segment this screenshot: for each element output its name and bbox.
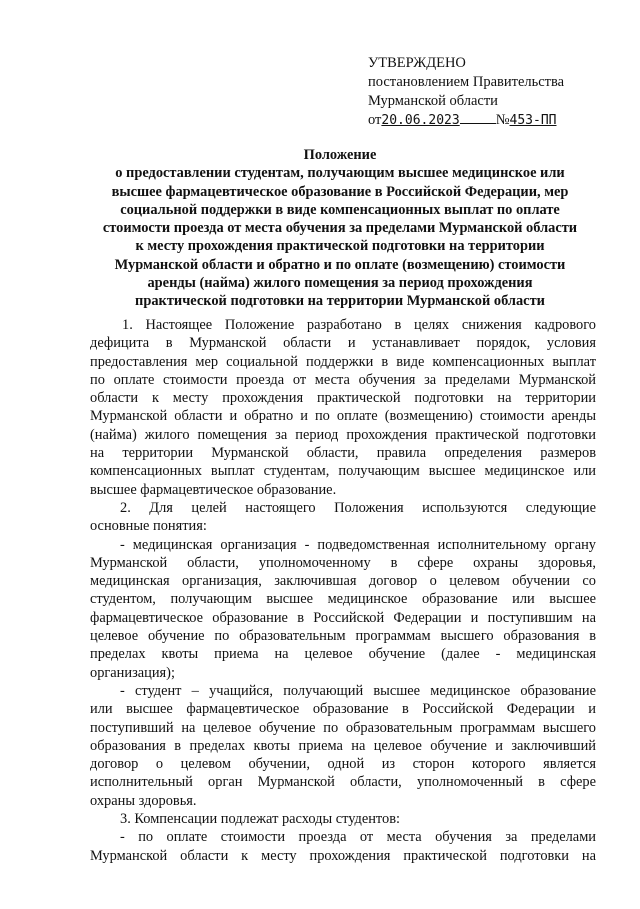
body-line: договор о целевом обучении, одной из сторон которого является xyxy=(90,756,596,773)
body-line: высшее фармацевтическое образование. xyxy=(90,481,337,498)
title-line: Мурманской области и обратно и по оплате (возмещению) стоимости xyxy=(114,256,566,273)
body-line: Мурманской области, уполномоченному в сфере охраны здоровья, xyxy=(90,554,596,571)
body-line: или высшее фармацевтическое образование в Российской Федерации и xyxy=(90,701,596,718)
date-prefix: от xyxy=(368,112,382,128)
title-line: социальной поддержки в виде компенсационных выплат по оплате xyxy=(120,201,560,218)
document-title xyxy=(80,146,600,311)
body-line: охраны здоровья. xyxy=(90,792,197,809)
approval-title: УТВЕРЖДЕНО xyxy=(368,55,466,71)
title-line: стоимости проезда от места обучения за пределами Мурманской области xyxy=(102,220,578,237)
body-line: медицинская организация, заключившая договор о целевом обучении со xyxy=(90,573,596,590)
body-line: организация); xyxy=(90,664,175,681)
body-line: студентом, получающим высшее медицинское образование или высшее xyxy=(90,591,596,608)
body-line: 2. Для целей настоящего Положения используются следующие xyxy=(120,499,596,516)
title-line: о предоставлении студентам, получающим высшее медицинское или xyxy=(115,165,565,182)
body-line: 1. Настоящее Положение разработано в целях снижения кадрового xyxy=(122,317,596,333)
document-body xyxy=(90,316,596,865)
body-line: предоставления мер социальной поддержки в виде компенсационных выплат xyxy=(90,353,596,370)
body-line: - по оплате стоимости проезда от места обучения за пределами xyxy=(120,829,596,846)
approval-date-row xyxy=(368,112,557,128)
body-line: основные понятия: xyxy=(90,518,207,535)
body-line: Мурманской области к месту прохождения практической подготовки на xyxy=(90,847,596,864)
body-line: области к месту прохождения практической подготовки на территории xyxy=(90,390,596,407)
body-line: 3. Компенсации подлежат расходы студентов: xyxy=(120,811,401,828)
body-line: - медицинская организация - подведомственная исполнительному органу xyxy=(120,536,596,553)
body-line: дефицита в Мурманской области и устанавливает порядок, условия xyxy=(90,335,596,352)
title-line: аренды (найма) жилого помещения за период прохождения xyxy=(147,275,533,292)
approval-date: 20.06.2023 xyxy=(381,113,460,128)
title-heading: Положение xyxy=(303,147,377,163)
body-line: Мурманской области и обратно и по оплате (возмещению) стоимости аренды xyxy=(90,408,596,425)
body-line: (найма) жилого помещения за период прохождения практической подготовки xyxy=(90,426,596,443)
body-line: поступивший на целевое обучение по образовательным программам высшего xyxy=(90,719,596,736)
title-line: высшее фармацевтическое образование в Российской Федерации, мер xyxy=(111,183,569,200)
approval-stamp xyxy=(368,54,608,130)
body-line: фармацевтическое образование в Российской Федерации и поступившим на xyxy=(90,609,596,626)
number-sign: № xyxy=(495,112,510,128)
body-line: - студент – учащийся, получающий высшее медицинское образование xyxy=(120,682,596,699)
body-line: компенсационных выплат студентам, получающим высшее медицинское или xyxy=(90,463,596,480)
body-line: образования в пределах квоты приема на целевое обучение и заключивший xyxy=(90,737,596,754)
approval-decree: постановлением Правительства xyxy=(368,74,565,90)
body-line: пределах квоты приема на целевое обучение (далее - медицинская xyxy=(90,646,596,663)
title-line: практической подготовки на территории Мурманской области xyxy=(135,293,545,310)
body-line: целевое обучение по образовательным программам высшего образования в xyxy=(90,628,596,645)
body-line: по оплате стоимости проезда от места обучения за пределами Мурманской xyxy=(90,371,596,388)
date-underline xyxy=(460,122,496,124)
approval-number: 453-ПП xyxy=(509,113,557,128)
title-line: к месту прохождения практической подготовки на территории xyxy=(135,238,545,255)
body-line: исполнительный орган Мурманской области, уполномоченный в сфере xyxy=(90,774,596,791)
body-line: на территории Мурманской области, правила определения размеров xyxy=(90,445,596,462)
approval-region: Мурманской области xyxy=(368,93,498,109)
